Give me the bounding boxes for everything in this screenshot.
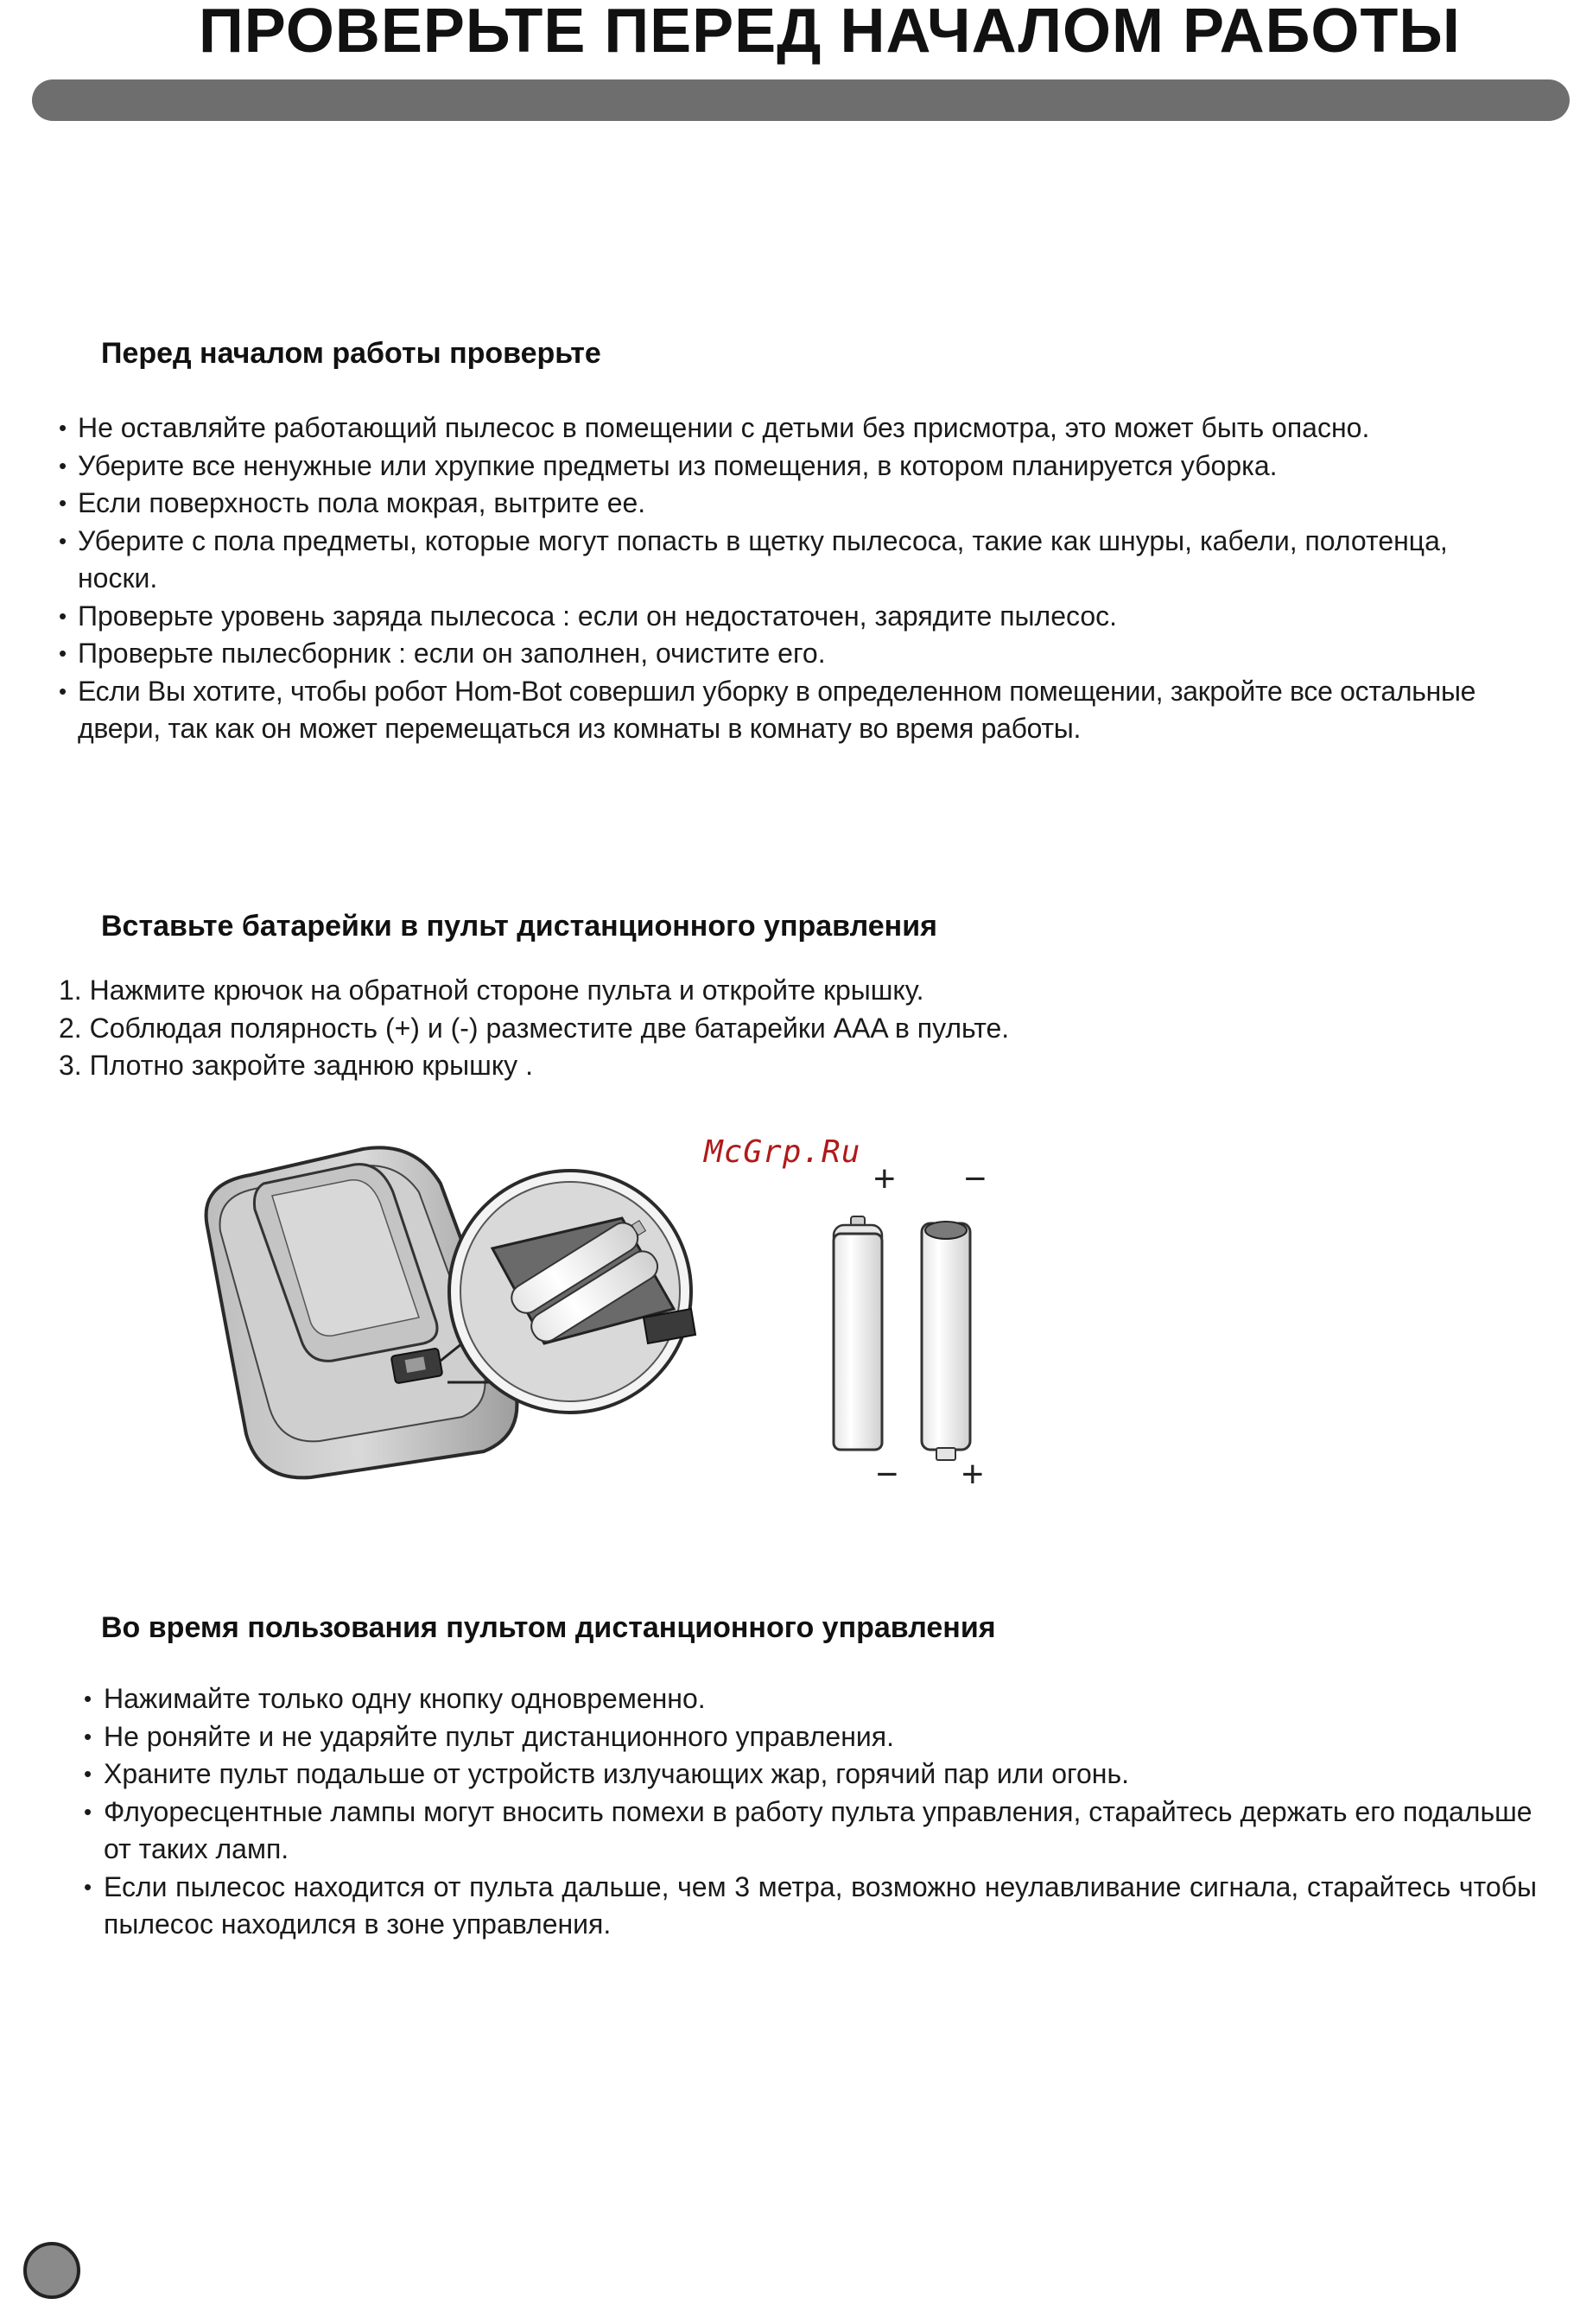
bullet-icon: • [84,1798,92,1825]
list-item: • Флуоресцентные лампы могут вносить помехи в работу пульта управления, старайтесь держать его подальше от таких ламп. [84,1794,1537,1869]
list-item: • Если поверхность пола мокрая, вытрите ее. [59,485,1527,523]
section-heading-before-work: Перед началом работы проверьте [101,337,601,370]
bullet-icon: • [84,1723,92,1749]
list-item: • Проверьте пылесборник : если он заполнен, очистите его. [59,635,1527,673]
bullet-icon: • [84,1761,92,1787]
bullet-icon: • [59,527,67,554]
bullet-icon: • [59,602,67,629]
bullet-icon: • [84,1686,92,1711]
remote-usage-list [84,1680,1537,1944]
list-item: 2. Соблюдая полярность (+) и (-) разместите две батарейки AAA в пульте. [59,1012,1010,1044]
list-item: • Храните пульт подальше от устройств излучающих жар, горячий пар или огонь. [84,1756,1537,1794]
list-item: • Уберите с пола предметы, которые могут попасть в щетку пылесоса, такие как шнуры, кабели, полотенца, носки. [59,523,1527,598]
list-item: 3. Плотно закройте заднюю крышку . [59,1050,533,1081]
battery-steps-list [59,972,1527,1085]
list-item: • Уберите все ненужные или хрупкие предметы из помещения, в котором планируется уборка. [59,448,1527,486]
polarity-plus-label: + [961,1453,984,1495]
title-bar [32,79,1570,121]
page-title: ПРОВЕРЬТЕ ПЕРЕД НАЧАЛОМ РАБОТЫ [199,0,1461,66]
polarity-minus-label: − [964,1158,987,1200]
list-item: • Проверьте уровень заряда пылесоса : если он недостаточен, зарядите пылесос. [59,598,1527,636]
polarity-plus-label: + [873,1158,896,1200]
page-number-circle [23,2242,80,2299]
battery-aaa-icon [834,1216,882,1450]
bullet-icon: • [59,677,67,704]
list-item: • Если Вы хотите, чтобы робот Hom-Bot совершил уборку в определенном помещении, закройте все остальные двери, так как он может перемещаться из комнаты в комнату во время работы. [59,673,1527,748]
before-work-list [59,410,1527,748]
section-heading-using-remote: Во время пользования пультом дистанционного управления [101,1611,996,1644]
bullet-icon: • [59,640,67,666]
section-heading-insert-batteries: Вставьте батарейки в пульт дистанционного управления [101,910,937,943]
bullet-icon: • [84,1873,92,1900]
list-item: • Не роняйте и не ударяйте пульт дистанционного управления. [84,1718,1537,1756]
list-item: • Если пылесос находится от пульта дальше, чем 3 метра, возможно неулавливание сигнала, старайтесь чтобы пылесос находился в зоне управления. [84,1869,1537,1944]
bullet-icon: • [59,415,67,441]
battery-aaa-icon [922,1222,970,1460]
watermark-text: McGrp.Ru [704,1134,861,1170]
list-item: 1. Нажмите крючок на обратной стороне пульта и откройте крышку. [59,975,924,1006]
bullet-icon: • [59,452,67,479]
polarity-minus-label: − [876,1453,898,1495]
list-item: • Нажимайте только одну кнопку одновременно. [84,1680,1537,1718]
bullet-icon: • [59,490,67,516]
battery-compartment-zoom-icon [449,1171,695,1413]
list-item: • Не оставляйте работающий пылесос в помещении с детьми без присмотра, это может быть опасно. [59,410,1527,448]
